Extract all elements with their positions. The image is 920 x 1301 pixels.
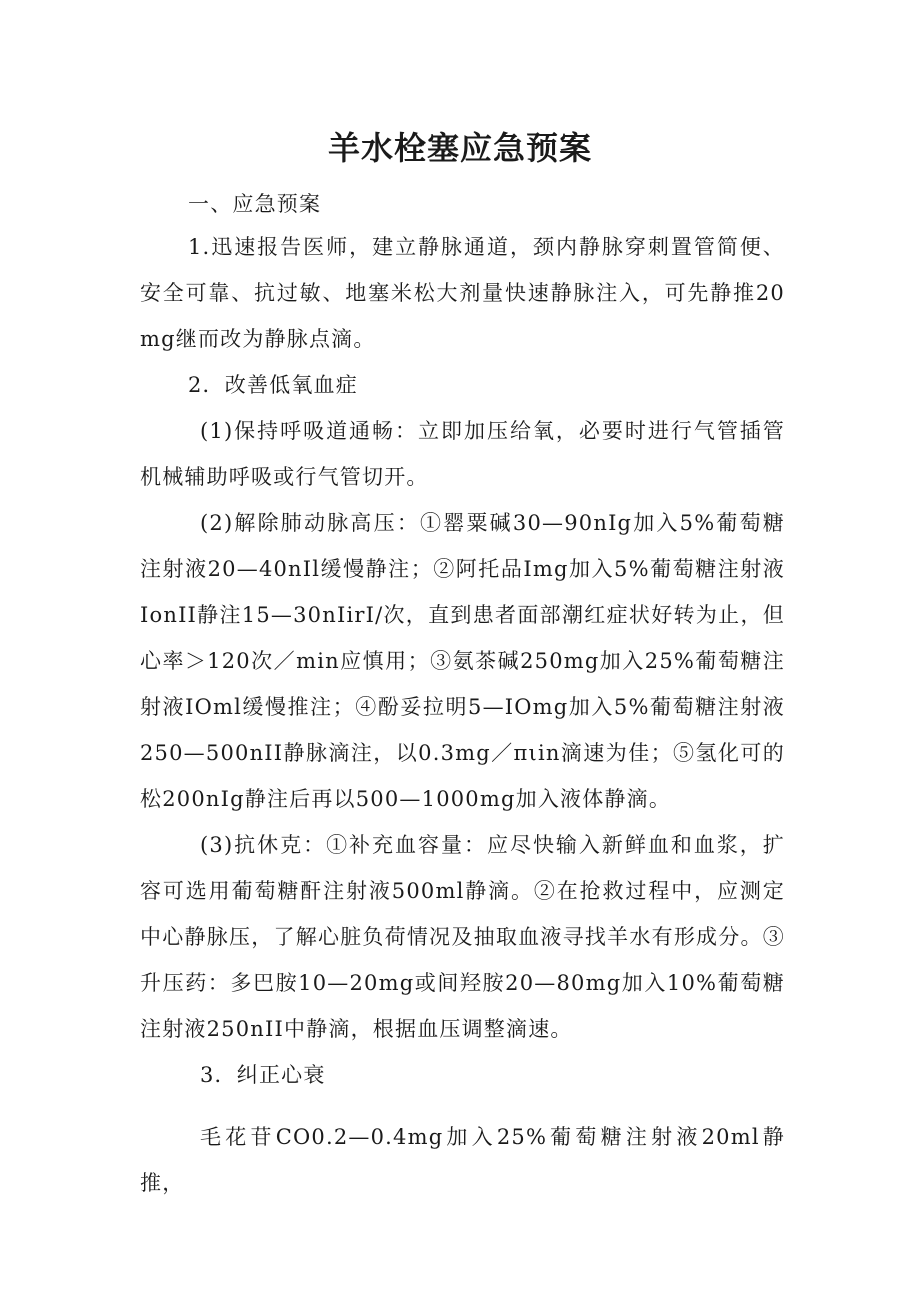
paragraph-item-2-3: (3)抗休克：①补充血容量：应尽快输入新鲜血和血浆，扩容可选用葡萄糖酐注射液500ml静滴。②在抢救过程中，应测定中心静脉压，了解心脏负荷情况及抽取血液寻找羊水有形成分。③升压药：多巴胺10—20mg或间羟胺20—80mg加入10%葡萄糖注射液250nII中静滴，根据血压调整滴速。 xyxy=(140,833,785,1041)
paragraph-item-1: 1.迅速报告医师，建立静脉通道，颈内静脉穿刺置管简便、安全可靠、抗过敏、地塞米松大剂量快速静脉注入，可先静推20mg继而改为静脉点滴。 xyxy=(140,235,785,351)
heading-item-2: 2．改善低氧血症 xyxy=(188,373,358,397)
section-heading-emergency-plan: 一、应急预案 xyxy=(188,192,322,216)
paragraph-item-3-1: 毛花苷CO0.2—0.4mg加入25%葡萄糖注射液20ml静推， xyxy=(140,1125,785,1195)
page-title: 羊水栓塞应急预案 xyxy=(327,129,592,167)
paragraph-item-2-2: (2)解除肺动脉高压：①罂粟碱30—90nIg加入5%葡萄糖注射液20—40nIl缓慢静注；②阿托品Img加入5%葡萄糖注射液IonII静注15—30nIirI/次，直到患者面部潮红症状好转为止，但心率＞120次／min应慎用；③氨茶碱250mg加入25%葡萄糖注射液IOml缓慢推注；④酚妥拉明5—IOmg加入5%葡萄糖注射液250—500nII静脉滴注，以0.3mg／πιin滴速为佳；⑤氢化可的松200nIg静注后再以500—1000mg加入液体静滴。 xyxy=(140,511,785,811)
heading-item-3: 3．纠正心衰 xyxy=(200,1063,326,1087)
paragraph-item-2-1: (1)保持呼吸道通畅：立即加压给氧，必要时进行气管插管机械辅助呼吸或行气管切开。 xyxy=(140,419,785,489)
